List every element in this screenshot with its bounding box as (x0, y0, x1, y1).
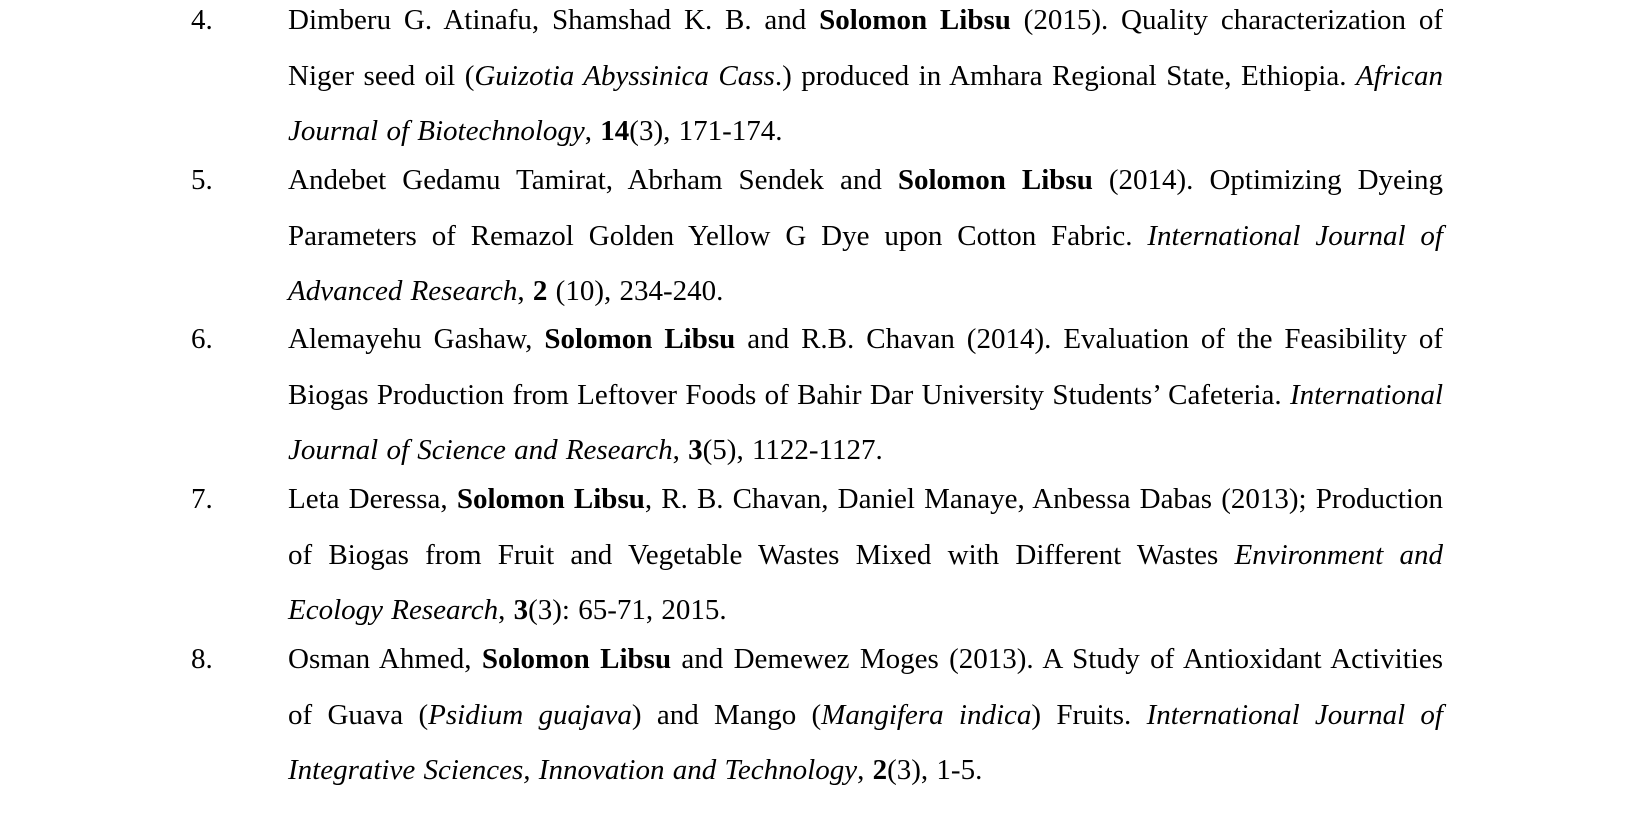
italic-text: Mangifera indica (821, 698, 1032, 731)
reference-item (0, 312, 1626, 479)
reference-segment: , R. B. Chavan, Daniel Manaye, Anbessa Dabas (2013); Production of Biogas from Fruit and Vegetable Wastes Mixed with Different Wastes (288, 483, 1443, 571)
author-highlight: 2 (872, 754, 888, 786)
reference-segment: Andebet Gedamu Tamirat, Abrham Sendek and (288, 164, 898, 196)
reference-segment: , (857, 754, 873, 786)
author-highlight: Solomon Libsu (481, 643, 672, 675)
reference-segment: .) produced in Amhara Regional State, Ethiopia. (774, 59, 1356, 92)
reference-number: 8. (191, 643, 213, 675)
reference-segment: , (584, 115, 601, 147)
reference-number: 5. (191, 164, 213, 196)
reference-item (0, 472, 1626, 639)
reference-segment: , (498, 594, 514, 626)
reference-segment: ) Fruits. (1031, 698, 1147, 731)
reference-segment: (5), 1122-1127. (702, 434, 883, 466)
italic-text: African Journal of Biotechnology (288, 59, 1443, 147)
reference-segment: and R.B. Chavan (2014). Evaluation of the Feasibility of Biogas Production from Leftover Foods of Bahir Dar University Students’ Cafeteria. (288, 323, 1443, 411)
reference-segment: Dimberu G. Atinafu, Shamshad K. B. and (288, 4, 820, 36)
italic-text: Guizotia Abyssinica Cass (474, 59, 775, 92)
italic-text: International Journal of Advanced Research (288, 219, 1443, 307)
reference-segment: Leta Deressa, (288, 483, 457, 515)
reference-segment: (2014). Optimizing Dyeing Parameters of Remazol Golden Yellow G Dye upon Cotton Fabric. (288, 164, 1443, 252)
reference-item (0, 0, 1626, 160)
reference-text (288, 632, 1443, 799)
reference-text (288, 153, 1443, 320)
reference-text (288, 472, 1443, 639)
reference-segment: , (672, 434, 689, 466)
reference-segment: Alemayehu Gashaw, (288, 323, 545, 355)
reference-segment: (3), 171-174. (629, 115, 783, 147)
author-highlight: Solomon Libsu (456, 483, 645, 515)
author-highlight: Solomon Libsu (819, 4, 1011, 36)
author-highlight: 2 (532, 275, 548, 307)
reference-item (0, 153, 1626, 320)
reference-number: 4. (191, 4, 213, 36)
author-highlight: 14 (600, 115, 630, 147)
reference-item (0, 632, 1626, 799)
italic-text: Environment and Ecology Research (288, 538, 1443, 626)
reference-segment: Osman Ahmed, (288, 643, 482, 675)
author-highlight: 3 (688, 434, 703, 466)
author-highlight: 3 (513, 594, 529, 626)
italic-text: Psidium guajava (428, 698, 632, 731)
author-highlight: Solomon Libsu (544, 323, 736, 355)
italic-text: International Journal of Integrative Sciences, Innovation and Technology (288, 698, 1443, 786)
italic-text: International Journal of Science and Research (288, 378, 1443, 466)
reference-segment: (2015). Quality characterization of Niger seed oil ( (288, 4, 1443, 92)
reference-segment: (3), 1-5. (887, 754, 983, 786)
reference-text (288, 312, 1443, 479)
reference-number: 6. (191, 323, 213, 355)
reference-segment: ) and Mango ( (631, 698, 822, 731)
reference-segment: (3): 65-71, 2015. (528, 594, 727, 626)
reference-segment: and Demewez Moges (2013). A Study of Antioxidant Activities of Guava ( (288, 643, 1443, 731)
author-highlight: Solomon Libsu (897, 164, 1093, 196)
reference-text (288, 0, 1443, 160)
reference-segment: , (517, 275, 533, 307)
reference-segment: (10), 234-240. (547, 275, 724, 307)
reference-number: 7. (191, 483, 213, 515)
